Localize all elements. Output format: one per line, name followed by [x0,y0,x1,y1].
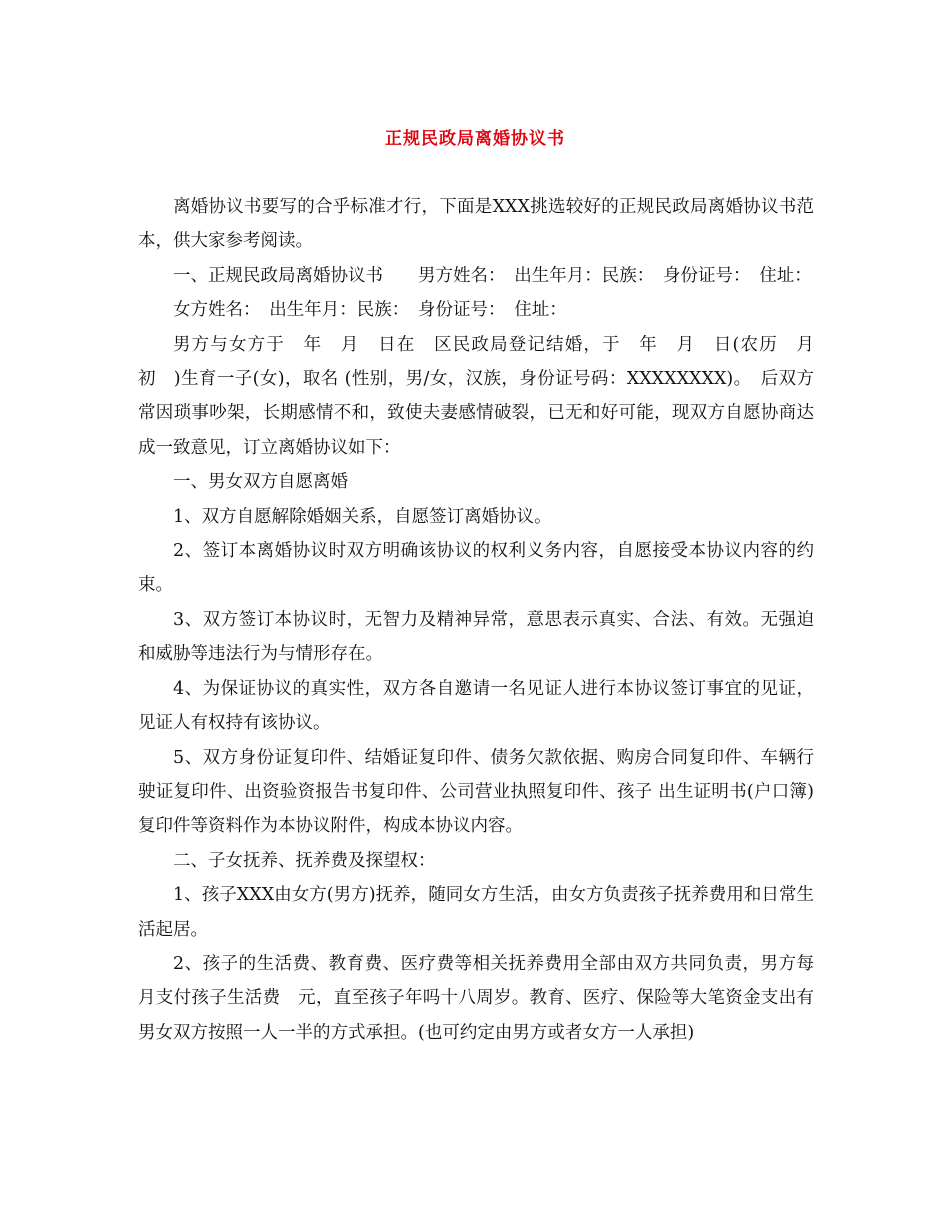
document-body [138,190,814,1050]
paragraph: 2、孩子的生活费、教育费、医疗费等相关抚养费用全部由双方共同负责，男方每月支付孩子生活费 元，直至孩子年吗十八周岁。教育、医疗、保险等大笔资金支出有男女双方按照一人一半的方式承担。(也可约定由男方或者女方一人承担) [138,953,814,1043]
paragraph: 一、男女双方自愿离婚 [173,472,348,493]
document-title: 正规民政局离婚协议书 [385,129,565,149]
paragraph: 4、为保证协议的真实性，双方各自邀请一名见证人进行本协议签订事宜的见证，见证人有权持有该协议。 [138,678,814,734]
paragraph: 5、双方身份证复印件、结婚证复印件、债务欠款依据、购房合同复印件、车辆行驶证复印件、出资验资报告书复印件、公司营业执照复印件、孩子 出生证明书(户口簿)复印件等资料作为本协议附件，构成本协议内容。 [138,747,814,837]
paragraph: 3、双方签订本协议时，无智力及精神异常，意思表示真实、合法、有效。无强迫和威胁等违法行为与情形存在。 [138,609,814,665]
paragraph: 离婚协议书要写的合乎标准才行，下面是XXX挑选较好的正规民政局离婚协议书范本，供大家参考阅读。 [138,197,814,252]
paragraph: 2、签订本离婚协议时双方明确该协议的权利义务内容，自愿接受本协议内容的约束。 [138,541,814,596]
paragraph: 男方与女方于 年 月 日在 区民政局登记结婚，于 年 月 日(农历 月初 )生育一子(女)，取名 (性别，男/女，汉族，身份证号码：XXXXXXXX)。 后双方常因琐事吵架，长期感情不和，致使夫妻感情破裂，已无和好可能，现双方自愿协商达成一致意见，订立离婚协议如下： [138,334,814,458]
paragraph: 1、双方自愿解除婚姻关系，自愿签订离婚协议。 [173,506,552,527]
paragraph: 1、孩子XXX由女方(男方)抚养，随同女方生活，由女方负责孩子抚养费用和日常生活起居。 [138,885,814,940]
paragraph: 二、子女抚养、抚养费及探望权： [173,850,436,871]
paragraph: 女方姓名： 出生年月：民族： 身份证号： 住址： [173,300,567,321]
paragraph: 一、正规民政局离婚协议书 男方姓名： 出生年月：民族： 身份证号： 住址： [173,265,812,286]
